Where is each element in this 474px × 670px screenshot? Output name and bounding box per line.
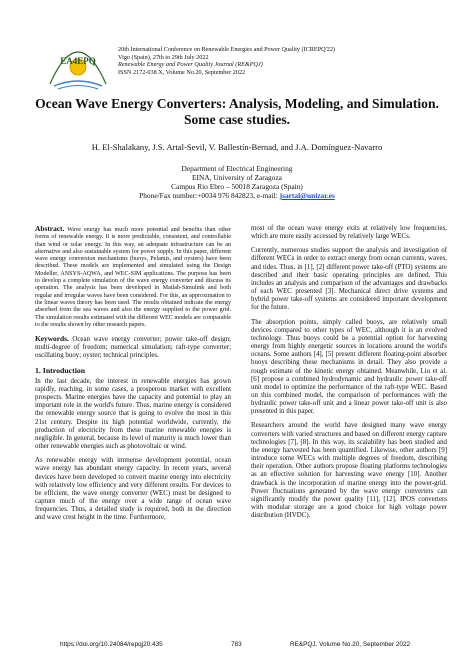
authors: H. El-Shalakany, J.S. Artal-Sevil, V. Ballestín-Bernad, and J.A. Domínguez-Navarro — [91, 142, 383, 152]
conference-line: ISSN 2172-038 X, Volume No.20, September 2022 — [118, 68, 246, 76]
journal-info: RE&PQJ, Volume No.20, September 2022 — [290, 641, 411, 648]
conference-logo — [44, 46, 112, 92]
conference-line: Vigo (Spain), 27th to 29th July 2022 — [118, 53, 209, 61]
page-number: 783 — [231, 641, 242, 648]
body-paragraph: Researchers around the world have designed many wave energy converters with varied structures and based on different energy capture technologies [7], [8]. In this way, its scalability has been studied and the energy harvested has been quantified. Likewise, other authors [9] introduce some WECs with multiple degrees of freedom, describing their operation. Other authors propose floating platforms technologies as an effective solution for harvesting wave energy [10]. Another drawback is the incorporation of marine energy into the power-grid. Power fluctuations generated by the wave energy converters can significantly modify the power quality [11], [12]. IPOS converters with modular storage are a good choice for high voltage power distribution (HVDC). — [251, 422, 447, 520]
conference-line: Renewable Energy and Power Quality Journal (RE&PQJ) — [118, 61, 263, 69]
abstract — [35, 225, 231, 329]
left-column — [35, 225, 231, 528]
title-line: Ocean Wave Energy Converters: Analysis, Modeling, and Simulation. — [35, 96, 439, 111]
keywords — [35, 335, 231, 360]
contact-line — [30, 191, 444, 200]
abstract-text: Wave energy has much more potential and benefits than other forms of renewable energy. It is more predictable, consistent, and controllable than wind or solar energy. In this way, an adequate infrastructure can be an alternative and also sustainable system for power supply. In this paper, different wave energy conversion mechanisms (buoys, Pelamis, and oysters) have been described. These models are implemented and simulated using the Design Modeller, ANSYS-AQWA, and WEC-SIM applications. The purpose has been to develop a complete simulation of the wave energy converter and discuss its operation. The analysis has been developed in Matlab-Simulink and both regular and irregular waves have been considered. For this, an approximation to the linear waves theory has been used. The results obtained indicate the energy absorbed from the sea waves and also the energy supplied to the power grid. The simulation results estimated with the different WEC models are comparable to the results shown by other research papers. — [35, 227, 231, 328]
conference-line: 20th International Conference on Renewable Energies and Power Quality (ICREPQ'22) — [118, 46, 335, 53]
title-line: Some case studies. — [183, 112, 291, 127]
body-paragraph: Currently, numerous studies support the analysis and investigation of different WECs in order to extract energy from ocean currents, waves, and tides. Thus, in [1], [2] different power take-off (PTO) systems are described and their basic operating principles are defined. This includes an analysis and comparison of the advantages and drawbacks of each WEC presented [3]. Mechanical direct drive systems and hybrid power take-off systems are considered important development for the future. — [251, 247, 447, 312]
body-paragraph: most of the ocean wave energy exits at relatively low frequencies, which are more easily accessed by relatively large WECs. — [251, 225, 447, 241]
doi-link[interactable]: https://doi.org/10.24084/repqj20.435 — [60, 641, 163, 648]
affiliation — [30, 164, 444, 200]
affiliation-line: Department of Electrical Engineering — [181, 164, 293, 173]
conference-info — [118, 46, 438, 76]
paper-title — [30, 96, 444, 128]
intro-paragraph: In the last decade, the interest in renewable energies has grown rapidly, reaching, in some cases, a prosperous market with excellent prospects. Marine energies have the capacity and potential to play an important role in the world's future. Thus, marine energy is considered the renewable energy source that is going to evolve the most in this 21st century. Despite its high potential worldwide, currently, the production of electricity from these marine renewable energies is negligible. In general, because its level of maturity is much lower than other renewable energies such as photovoltaic or wind. — [35, 377, 231, 451]
intro-paragraph: As renewable energy with immense development potential, ocean wave energy has abundant energy capacity. In recent years, several devices have been developed to convert marine energy into electricity with relatively low efficiency and very different results. For devices to be efficient, the wave energy converter (WEC) must be designed to capture much of the energy over a wide range of ocean wave frequencies. Thus, a detailed study is required, both in the direction and wave crest height in the time. Furthermore, — [35, 457, 231, 522]
email-link[interactable]: jsartal@unizar.es — [279, 191, 335, 200]
abstract-label: Abstract. — [35, 224, 65, 233]
affiliation-line: EINA, University of Zaragoza — [192, 173, 282, 182]
body-paragraph: The absorption points, simply called buoys, are relatively small devices compared to other types of WEC, although it is an evolved technology. Thus buoys could be a potential option for harvesting energy from highly energetic sources in locations around the world's oceans. Some authors [4], [5] present different floating-point absorber buoys describing these mechanisms in detail. They also provide a rough estimate of the kinetic energy obtained. Meanwhile, Liu et al. [6] propose a combined hydrodynamic and hydraulic power take-off unit model to optimize the performance of the raft-type WEC. Based on this combined model, the comparison of performances with the hydraulic power take-off unit and a linear power take-off unit is also presented in this paper. — [251, 318, 447, 416]
keywords-text: Ocean wave energy converter; power take-off design; multi-degree of freedom; numerical simulation; raft-type converter; oscillating buoy; oyster; technical principles. — [35, 336, 231, 360]
keywords-label: Keywords. — [35, 334, 69, 344]
affiliation-line: Campus Rio Ebro – 50018 Zaragoza (Spain) — [171, 182, 303, 191]
logo-text: EA4EPQ — [60, 56, 96, 66]
section-heading: 1. Introduction — [35, 365, 86, 375]
right-column — [251, 225, 447, 526]
contact-prefix: Phone/Fax number:+0034 976 842823, e-mail: — [139, 191, 278, 200]
